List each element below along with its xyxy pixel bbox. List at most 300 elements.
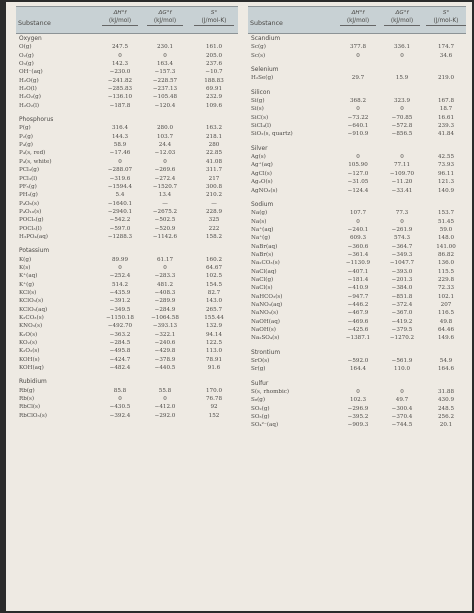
enthalpy-value: 29.7 [351,75,365,82]
substance-name: K(s) [19,264,31,271]
gibbs-value: −228.57 [152,77,178,84]
entropy-value: 217 [208,175,220,182]
gibbs-value: −1270.2 [389,335,415,342]
enthalpy-value: −435.9 [109,289,131,296]
gibbs-value: 0 [163,52,167,59]
substance-name: H₃PO₄(aq) [19,233,48,240]
entropy-header [194,9,234,26]
entropy-value: 76.78 [205,396,222,403]
substance-name: RbClO₃(s) [19,412,47,419]
substance-name: KClO₃(aq) [19,306,48,313]
table-row [248,259,466,267]
enthalpy-value: −136.10 [107,94,133,101]
substance-name: POCl₃(l) [19,225,42,232]
enthalpy-value: −361.4 [347,251,369,258]
substance-name: P(g) [19,125,31,132]
table-row [16,387,238,395]
table-row [248,318,466,326]
gibbs-value: −572.8 [391,123,413,130]
gibbs-symbol: ΔG°f [395,10,409,16]
enthalpy-value: −1150.18 [106,315,134,321]
table-row [16,395,238,403]
gibbs-value: −237.13 [152,86,178,93]
gibbs-value: −11.20 [391,179,413,186]
section-name: Silver [251,145,268,152]
enthalpy-value: −252.4 [109,273,131,280]
entropy-value: 49.8 [439,318,453,325]
entropy-symbol: S° [210,10,218,16]
enthalpy-value: −482.4 [109,365,131,372]
entropy-value: 154.5 [205,281,222,288]
substance-name: H₂O(g) [19,77,39,84]
entropy-value: 207 [440,301,452,308]
gibbs-value: 230.1 [156,44,173,51]
table-row [16,272,238,280]
table-row [248,170,466,178]
substance-name: O₂(g) [19,52,34,59]
enthalpy-value: 247.5 [111,44,128,51]
enthalpy-value: −360.6 [347,243,369,250]
enthalpy-value: −288.07 [107,167,133,174]
table-row [248,187,466,195]
gibbs-value: −502.5 [154,217,176,224]
enthalpy-value: −410.9 [347,285,369,292]
section-heading [248,66,466,74]
gibbs-value: — [162,200,168,207]
gibbs-value: −349.3 [391,251,413,258]
entropy-value: 73.93 [437,162,454,169]
section-name: Scandium [251,36,281,42]
table-row [248,153,466,161]
table-row [16,289,238,297]
gibbs-value: 323.9 [393,98,410,105]
table-row [16,412,238,420]
table-row [16,175,238,183]
entropy-value: 248.5 [437,405,454,412]
substance-name: Na⁺(g) [251,235,271,242]
table-row [16,225,238,233]
enthalpy-header [340,9,376,26]
substance-name: OH⁻(aq) [19,69,43,76]
enthalpy-value: −187.8 [109,102,131,109]
entropy-value: 72.33 [437,285,454,292]
enthalpy-symbol: ΔH°f [351,10,365,16]
enthalpy-value: −285.83 [107,86,133,93]
table-row [16,256,238,264]
entropy-value: 102.5 [205,273,222,280]
gibbs-value: −157.3 [154,69,176,76]
table-row [248,334,466,342]
gibbs-value: 0 [400,52,404,59]
entropy-value: 94.14 [205,331,222,338]
entropy-value: 113.0 [205,348,222,355]
entropy-value: — [211,200,217,207]
entropy-value: 140.9 [437,187,454,194]
enthalpy-value: −1288.3 [107,233,133,240]
enthalpy-value: −492.70 [107,323,133,330]
entropy-value: 41.08 [205,158,222,165]
enthalpy-value: 89.99 [111,256,128,263]
section-name: Oxygen [19,36,42,42]
enthalpy-unit: (kJ/mol) [102,17,138,26]
thermo-table-page [6,2,472,611]
section-heading [16,378,238,386]
enthalpy-value: −296.9 [347,405,369,412]
table-row [16,297,238,305]
enthalpy-value: 142.3 [111,61,128,68]
enthalpy-value: 0 [118,52,122,59]
table-row [248,301,466,309]
gibbs-value: −393.13 [152,323,178,330]
enthalpy-value: 164.4 [349,366,366,373]
gibbs-value: 15.9 [395,75,409,82]
table-row [248,122,466,130]
substance-header: Substance [250,20,283,27]
substance-name: NaCl(s) [251,285,273,292]
substance-name: H₂O₂(g) [19,94,41,101]
substance-name: K₂CO₃(s) [19,315,44,321]
entropy-value: 158.2 [205,233,222,240]
entropy-unit: (J/mol-K) [194,17,234,26]
enthalpy-value: −495.8 [109,348,131,355]
entropy-value: 153.7 [437,210,454,217]
section-heading [248,349,466,357]
table-row [16,264,238,272]
entropy-value: 22.85 [205,150,222,157]
table-row [16,356,238,364]
gibbs-value: 0 [400,106,404,113]
gibbs-value: −419.2 [391,318,413,325]
table-row [248,234,466,242]
substance-name: SO₄²⁻(aq) [251,422,279,429]
substance-name: PCl₃(g) [19,167,40,174]
entropy-unit: (J/mol-K) [426,17,466,26]
gibbs-header [384,9,420,26]
table-row [16,306,238,314]
substance-name: AgCl(s) [251,170,272,177]
enthalpy-value: 105.90 [348,162,368,169]
substance-name: RbCl(s) [19,404,41,411]
gibbs-value: 0 [163,264,167,271]
entropy-value: 205.0 [205,52,222,59]
table-row [16,77,238,85]
entropy-value: 132.9 [205,323,222,330]
table-row [248,114,466,122]
gibbs-value: −283.3 [154,273,176,280]
table-row [16,208,238,216]
entropy-value: 20.1 [439,422,453,429]
table-row [16,403,238,411]
entropy-value: 152 [208,412,220,419]
enthalpy-value: 5.4 [115,192,125,199]
substance-name: K₂O₂(s) [19,348,40,355]
entropy-value: 31.88 [437,389,454,396]
entropy-value: 121.3 [437,179,454,186]
enthalpy-value: −467.9 [347,310,369,317]
enthalpy-value: 316.4 [111,125,128,132]
substance-name: P₂(g) [19,133,33,140]
substance-name: K⁺(aq) [19,273,38,280]
gibbs-value: −289.9 [154,298,176,305]
substance-name: SiC(s) [251,114,269,121]
entropy-value: 91.6 [207,365,221,372]
gibbs-value: −384.0 [391,285,413,292]
gibbs-value: −272.4 [154,175,176,182]
substance-name: H₂O₂(l) [19,102,40,109]
enthalpy-value: 0 [118,264,122,271]
entropy-value: 160.2 [205,256,222,263]
table-row [16,85,238,93]
gibbs-symbol: ΔG°f [158,10,172,16]
gibbs-value: −240.6 [154,340,176,347]
substance-name: Si(g) [251,98,265,105]
gibbs-value: −70.85 [391,114,413,121]
section-heading [16,116,238,124]
section-name: Rubidium [19,379,47,386]
enthalpy-value: 0 [356,106,360,113]
enthalpy-value: 0 [356,218,360,225]
gibbs-unit: (kJ/mol) [147,17,183,26]
substance-name: P₄O₁₀(s) [19,208,42,215]
substance-name: Na(s) [251,218,267,225]
entropy-value: 174.7 [437,44,454,51]
enthalpy-value: −395.2 [347,414,369,421]
substance-name: Sr(g) [251,366,266,373]
gibbs-value: −379.5 [391,327,413,333]
left-table-header [16,6,238,34]
table-row [248,388,466,396]
enthalpy-value: 144.3 [111,133,128,140]
substance-name: SrO(s) [251,358,270,365]
enthalpy-value: −1130.9 [345,260,371,267]
table-row [248,251,466,259]
enthalpy-value: −284.5 [109,340,131,347]
substance-name: H₂Se(g) [251,75,274,82]
substance-name: O₃(g) [19,61,34,68]
left-table [16,6,238,420]
entropy-value: −10.7 [205,69,223,76]
entropy-value: 239.3 [437,123,454,130]
gibbs-value: 481.2 [156,281,173,288]
enthalpy-value: −2940.1 [107,208,133,215]
right-table [248,6,466,430]
entropy-value: 109.6 [205,102,222,109]
substance-name: Na₂CO₃(s) [251,260,280,267]
section-name: Selenium [251,67,279,74]
enthalpy-unit: (kJ/mol) [340,17,376,26]
enthalpy-value: −127.0 [347,170,369,177]
entropy-value: 141.00 [436,243,456,250]
gibbs-value: −300.4 [391,405,413,412]
gibbs-value: 0 [400,154,404,161]
substance-name: KNO₃(s) [19,323,43,330]
enthalpy-value: −1640.1 [107,200,133,207]
enthalpy-value: 85.8 [113,387,127,394]
gibbs-value: −1142.6 [152,233,178,240]
enthalpy-value: 609.3 [349,235,366,242]
table-row [248,396,466,404]
table-row [248,43,466,51]
gibbs-value: 0 [163,158,167,165]
table-row [16,124,238,132]
entropy-value: 430.9 [437,397,454,404]
table-row [16,183,238,191]
section-name: Sulfur [251,380,269,387]
gibbs-value: −2675.2 [152,208,178,215]
substance-name: NaHCO₃(s) [251,293,283,300]
table-row [248,74,466,82]
entropy-value: 136.0 [437,260,454,267]
substance-name: Sc(g) [251,44,266,51]
substance-name: S₈(g) [251,397,266,404]
substance-name: SO₃(g) [251,414,270,421]
section-heading [248,380,466,388]
gibbs-value: 103.7 [156,133,173,140]
substance-name: P₄(g) [19,142,33,149]
entropy-value: 64.46 [437,327,454,333]
entropy-value: 41.84 [437,131,454,138]
section-name: Phosphorus [19,117,54,124]
entropy-value: 143.0 [205,298,222,305]
gibbs-value: −429.8 [154,348,176,355]
table-row [248,243,466,251]
section-heading [16,247,238,255]
gibbs-value: −201.3 [391,276,413,283]
gibbs-value: −378.9 [154,356,176,363]
enthalpy-value: 514.2 [111,281,128,288]
gibbs-value: 336.1 [393,44,410,51]
entropy-value: 228.9 [205,208,222,215]
entropy-value: 325 [208,217,220,224]
gibbs-value: −1047.7 [389,260,415,267]
gibbs-value: −322.1 [154,331,176,338]
table-row [16,102,238,110]
table-row [248,226,466,234]
entropy-header [426,9,466,26]
right-table-body [248,34,466,430]
gibbs-value: −284.9 [154,306,176,313]
entropy-value: 256.2 [437,414,454,421]
entropy-value: 167.8 [437,98,454,105]
entropy-symbol: S° [442,10,450,16]
table-row [16,364,238,372]
section-heading [16,35,238,43]
gibbs-value: 77.11 [393,162,410,169]
gibbs-value: −744.5 [391,422,413,429]
enthalpy-value: −31.05 [347,179,369,186]
entropy-value: 148.0 [437,235,454,242]
table-row [16,93,238,101]
entropy-value: 265.7 [205,306,222,313]
substance-name: O(g) [19,44,32,51]
enthalpy-value: −17.46 [109,150,131,157]
right-table-header [248,6,466,34]
substance-name: Ag₂O(s) [251,179,273,186]
enthalpy-header [102,9,138,26]
entropy-value: 122.5 [205,340,222,347]
enthalpy-value: 102.3 [349,397,366,404]
entropy-value: 170.0 [205,387,222,394]
section-heading [248,89,466,97]
substance-name: POCl₃(g) [19,217,44,224]
substance-name: SO₂(g) [251,405,270,412]
table-row [16,149,238,157]
table-row [16,314,238,322]
substance-name: NaCl(g) [251,276,274,283]
table-row [16,281,238,289]
gibbs-value: 55.8 [158,387,172,394]
gibbs-value: 49.7 [395,397,409,404]
entropy-value: 149.6 [437,335,454,342]
gibbs-value: −370.4 [391,414,413,421]
table-row [248,309,466,317]
enthalpy-value: 0 [356,154,360,161]
table-row [16,158,238,166]
gibbs-value: −412.0 [154,404,176,411]
gibbs-unit: (kJ/mol) [384,17,420,26]
enthalpy-value: −430.5 [109,404,131,411]
substance-name: PCl₃(l) [19,175,38,182]
gibbs-value: 0 [400,389,404,396]
substance-name: KOH(aq) [19,365,44,372]
gibbs-value: 13.4 [158,192,172,199]
entropy-value: 210.2 [205,192,222,199]
entropy-value: 102.1 [437,293,454,300]
enthalpy-value: −241.82 [107,77,133,84]
table-row [248,293,466,301]
gibbs-value: −1520.7 [152,183,178,190]
table-row [248,405,466,413]
substance-name: P₄(s, red) [19,150,46,157]
gibbs-value: 24.4 [158,142,172,149]
table-row [248,105,466,113]
substance-name: Ag⁺(aq) [251,162,273,169]
entropy-value: 78.91 [205,356,222,363]
entropy-value: 51.45 [437,218,454,225]
entropy-value: 163.2 [205,125,222,132]
enthalpy-value: −230.0 [109,69,131,76]
substance-name: Si(s) [251,106,264,113]
entropy-value: 218.1 [205,133,222,140]
table-row [16,216,238,224]
enthalpy-value: −1594.4 [107,183,133,190]
table-row [248,276,466,284]
gibbs-value: −364.7 [391,243,413,250]
table-row [248,130,466,138]
enthalpy-value: 377.8 [349,44,366,51]
entropy-value: 229.8 [437,276,454,283]
substance-name: KOH(s) [19,356,40,363]
section-heading [248,201,466,209]
substance-name: Rb(s) [19,396,35,403]
entropy-value: 16.61 [437,114,454,121]
section-name: Potassium [19,248,50,255]
substance-name: NaBr(aq) [251,243,278,250]
gibbs-value: −105.48 [152,94,178,101]
enthalpy-value: −240.1 [347,226,369,233]
entropy-value: 18.7 [439,106,453,113]
entropy-value: 69.91 [205,86,222,93]
enthalpy-value: −319.6 [109,175,131,182]
enthalpy-value: −124.4 [347,187,369,194]
enthalpy-value: 368.2 [349,98,366,105]
left-table-body [16,34,238,420]
section-name: Silicon [251,89,271,96]
gibbs-value: −856.5 [391,131,413,138]
enthalpy-value: −597.0 [109,225,131,232]
enthalpy-value: −73.22 [347,114,369,121]
gibbs-value: −120.4 [154,102,176,109]
